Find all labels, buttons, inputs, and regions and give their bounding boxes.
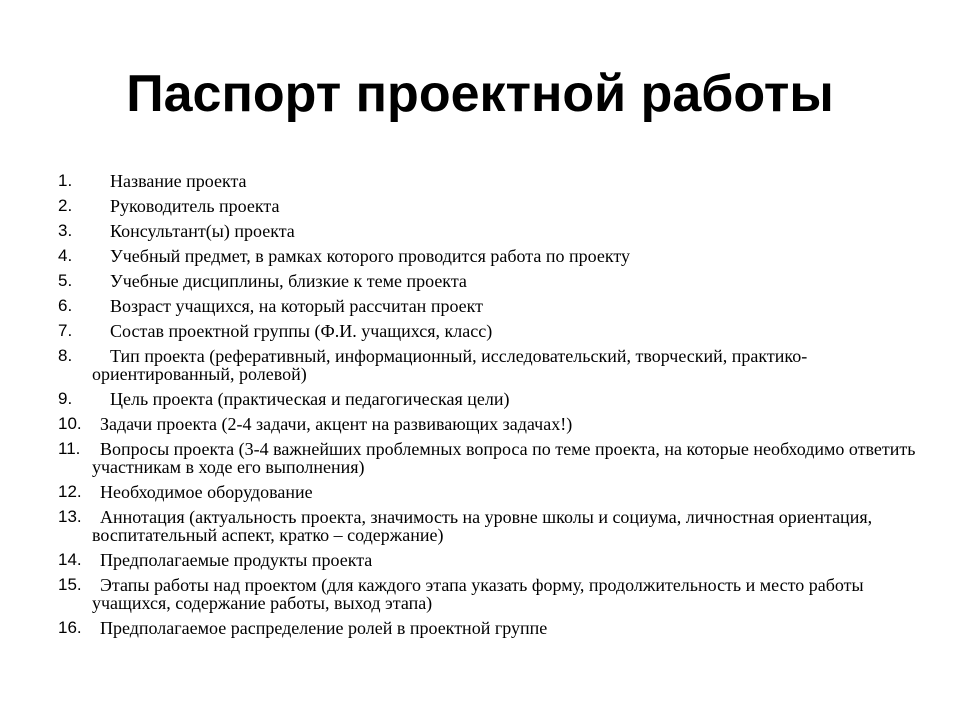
list-item: [58, 172, 918, 190]
item-number: 8.: [58, 346, 73, 365]
item-number: 9.: [58, 389, 73, 408]
list-item: [58, 483, 918, 501]
list-item: [58, 415, 918, 433]
item-text: Вопросы проекта (3-4 важнейших проблемных вопроса по теме проекта, на которые необходимо ответить участникам в ходе его выполнения): [92, 439, 916, 477]
item-number: 5.: [58, 271, 73, 290]
item-number: 3.: [58, 221, 73, 240]
item-text: Аннотация (актуальность проекта, значимость на уровне школы и социума, личностная ориентация, воспитательный аспект, кратко – содержание): [92, 507, 873, 545]
list-item: [58, 619, 918, 637]
item-number: 7.: [58, 321, 73, 340]
item-number: 1.: [58, 171, 73, 190]
item-number: 12.: [58, 482, 82, 501]
passport-items-list: [58, 172, 918, 644]
item-number: 15.: [58, 575, 82, 594]
item-text: Учебный предмет, в рамках которого проводится работа по проекту: [110, 246, 630, 266]
item-number: 11.: [58, 439, 81, 458]
item-number: 13.: [58, 507, 82, 526]
item-text: Название проекта: [110, 171, 247, 191]
list-item: [58, 322, 918, 340]
item-text: Возраст учащихся, на который рассчитан проект: [110, 296, 484, 316]
item-number: 4.: [58, 246, 73, 265]
list-item: [58, 247, 918, 265]
list-item: [58, 222, 918, 240]
list-item: [58, 272, 918, 290]
list-item: [58, 297, 918, 315]
item-text: Предполагаемое распределение ролей в проектной группе: [100, 618, 548, 638]
item-text: Учебные дисциплины, близкие к теме проекта: [110, 271, 467, 291]
item-number: 6.: [58, 296, 73, 315]
item-text: Консультант(ы) проекта: [110, 221, 295, 241]
slide-title: Паспорт проектной работы: [126, 65, 834, 123]
item-text: Цель проекта (практическая и педагогическая цели): [110, 389, 510, 409]
item-number: 16.: [58, 618, 82, 637]
item-number: 14.: [58, 550, 82, 569]
item-text: Руководитель проекта: [110, 196, 280, 216]
item-text: Предполагаемые продукты проекта: [100, 550, 373, 570]
list-item: [58, 390, 918, 408]
item-text: Задачи проекта (2-4 задачи, акцент на развивающих задачах!): [100, 414, 573, 434]
item-number: 10.: [58, 414, 82, 433]
item-text: Необходимое оборудование: [100, 482, 313, 502]
item-text: Состав проектной группы (Ф.И. учащихся, класс): [110, 321, 493, 341]
list-item: [58, 197, 918, 215]
list-item: [58, 508, 918, 544]
list-item: [58, 347, 918, 383]
list-item: [58, 440, 918, 476]
item-number: 2.: [58, 196, 73, 215]
list-item: [58, 551, 918, 569]
item-text: Этапы работы над проектом (для каждого этапа указать форму, продолжительность и место работы учащихся, содержание работы, выход этапа): [92, 575, 864, 613]
item-text: Тип проекта (реферативный, информационный, исследовательский, творческий, практико-ориентированный, ролевой): [92, 346, 808, 384]
list-item: [58, 576, 918, 612]
